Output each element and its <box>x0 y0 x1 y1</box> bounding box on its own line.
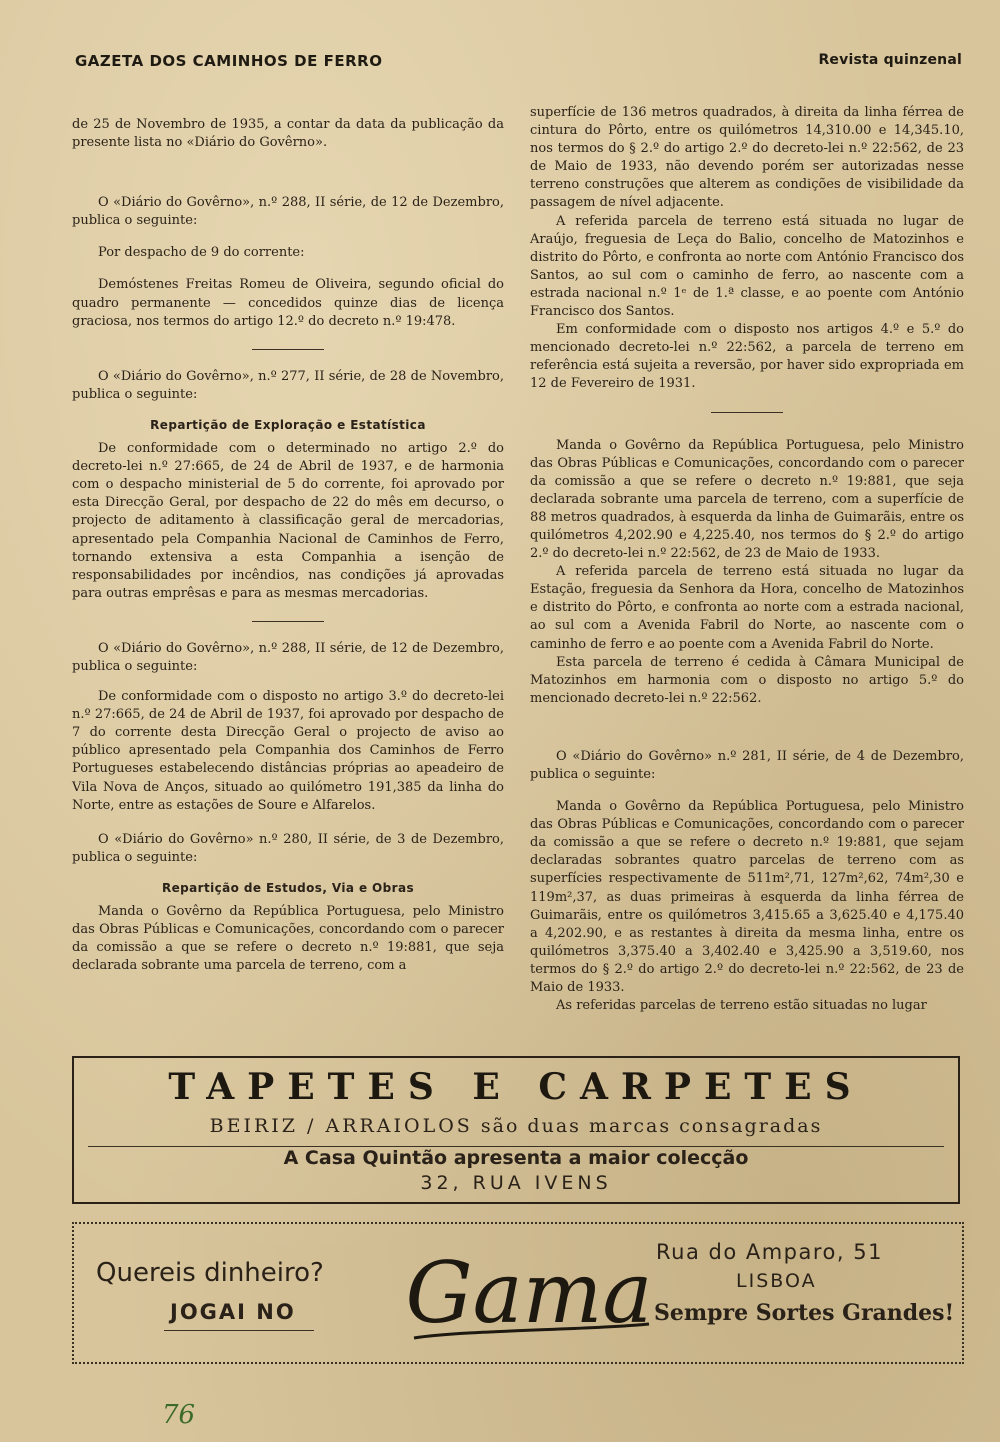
paragraph: Esta parcela de terreno é cedida à Câmara Municipal de Matozinhos em harmonia com o disposto no artigo 5.º do mencionado decreto-lei n.º 22:562. <box>530 654 964 706</box>
paragraph: O «Diário do Govêrno» n.º 280, II série, de 3 de Dezembro, publica o seguinte: <box>72 831 504 865</box>
paragraph: De conformidade com o disposto no artigo 3.º do decreto-lei n.º 27:665, de 24 de Abril de 1937, foi aprovado por despacho de 7 do corrente desta Direcção Geral o projecto de aviso ao público apresentado pela Companhia dos Caminhos de Ferro Portugueses estabelecendo distâncias próprias ao apeadeiro de Vila Nova de Anços, situado ao quilómetro 191,385 da linha do Norte, entre as estações de Soure e Alfarelos. <box>72 689 504 813</box>
ad-slogan: Sempre Sortes Grandes! <box>654 1300 955 1326</box>
running-header-title: GAZETA DOS CAMINHOS DE FERRO <box>75 52 383 70</box>
paragraph: A referida parcela de terreno está situada no lugar de Araújo, freguesia de Leça do Balio, concelho de Matozinhos e distrito do Pôrto, e confronta ao norte com António Francisco dos Santos, ao sul com o caminho de ferro, ao nascente com a estrada nacional n.º 1ᵉ de 1.ª classe, e ao poente com António Francisco dos Santos. <box>530 213 964 320</box>
ad-question: Quereis dinheiro? <box>96 1258 324 1288</box>
section-heading: Repartição de Exploração e Estatística <box>150 417 426 432</box>
ad-title: TAPETES E CARPETES <box>168 1066 864 1108</box>
right-column <box>530 104 964 1015</box>
gama-advertisement <box>72 1222 964 1364</box>
paragraph: Demóstenes Freitas Romeu de Oliveira, segundo oficial do quadro permanente — concedidos quinze dias de licença graciosa, nos termos do artigo 12.º do decreto n.º 19:478. <box>72 277 504 329</box>
ad-play: JOGAI NO <box>170 1300 296 1324</box>
ad-tagline: A Casa Quintão apresenta a maior colecção <box>283 1147 749 1169</box>
carpets-advertisement <box>72 1056 960 1204</box>
paragraph: Manda o Govêrno da República Portuguesa, pelo Ministro das Obras Públicas e Comunicações, concordando com o parecer da comissão a que se refere o decreto n.º 19:881, que sejam declaradas sobrantes quatro parcelas de terreno com as superfícies respectivamente de 511m²,71, 127m²,62, 74m²,30 e 119m²,37, as duas primeiras à esquerda da linha férrea de Guimarãis, entre os quilómetros 3,415.65 a 3,625.40 e 4,175.40 a 4,202.90, e as restantes à direita da mesma linha, entre os quilómetros 3,375.40 a 3,402.40 e 3,425.90 a 3,519.60, nos termos do § 2.º do artigo 2.º do decreto-lei n.º 22:562, de 23 de Maio de 1933. <box>530 799 964 996</box>
ad-brands: BEIRIZ / ARRAIOLOS <box>209 1115 473 1137</box>
ad-brands-tail: são duas marcas consagradas <box>480 1115 823 1137</box>
left-column <box>72 116 504 975</box>
section-heading: Repartição de Estudos, Via e Obras <box>161 880 415 895</box>
paragraph: Manda o Govêrno da República Portuguesa, pelo Ministro das Obras Públicas e Comunicações, concordando com o parecer da comissão a que se refere o decreto n.º 19:881, que seja declarada sobrante uma parcela de terreno, com a superfície de 88 metros quadrados, à esquerda da linha de Guimarãis, entre os quilómetros 4,202.90 e 4,225.40, nos termos do § 2.º do artigo 2.º do decreto-lei n.º 22:562, de 23 de Maio de 1933. <box>530 437 964 562</box>
paragraph: O «Diário do Govêrno», n.º 277, II série, de 28 de Novembro, publica o seguinte: <box>72 368 504 402</box>
ad-street-address: Rua do Amparo, 51 <box>656 1240 883 1264</box>
paragraph: De conformidade com o determinado no artigo 2.º do decreto-lei n.º 27:665, de 24 de Abril de 1937, e de harmonia com o despacho ministerial de 5 do corrente, foi aprovado por esta Direcção Geral, por despacho de 22 do mês em decurso, o projecto de aditamento à classificação geral de mercadorias, apresentado pela Companhia Nacional de Caminhos de Ferro, tornando extensiva a esta Companhia a isenção de responsabilidades por incêndios, nas condições já aprovadas para outras emprêsas e para as mesmas mercadorias. <box>72 441 504 601</box>
ad-city: LISBOA <box>736 1270 817 1292</box>
gama-logo <box>404 1238 654 1350</box>
paragraph: Por despacho de 9 do corrente: <box>98 245 305 261</box>
paragraph: O «Diário do Govêrno» n.º 281, II série, de 4 de Dezembro, publica o seguinte: <box>530 748 964 782</box>
ad-address: 32, RUA IVENS <box>420 1172 612 1194</box>
ad-brands-line <box>74 1115 958 1137</box>
paragraph: Em conformidade com o disposto nos artigos 4.º e 5.º do mencionado decreto-lei n.º 22:562, a parcela de terreno em referência está sujeita a reversão, por haver sido expropriada em 12 de Fevereiro de 1931. <box>530 322 964 392</box>
paragraph: A referida parcela de terreno está situada no lugar da Estação, freguesia da Senhora da Hora, concelho de Matozinhos e distrito do Pôrto, e confronta ao norte com a estrada nacional, ao sul com a Avenida Fabril do Norte, ao nascente com o caminho de ferro e ao poente com a Avenida Fabril do Norte. <box>530 564 964 652</box>
running-header-subtitle: Revista quinzenal <box>818 52 962 68</box>
paragraph: superfície de 136 metros quadrados, à direita da linha férrea de cintura do Pôrto, entre os quilómetros 14,310.00 e 14,345.10, nos termos do § 2.º do artigo 2.º do decreto-lei n.º 22:562, de 23 de Maio de 1933, não devendo porém ser autorizadas nesse terreno construções que alterem as condições de visibilidade da passagem de nível adjacente. <box>530 105 964 211</box>
paragraph: O «Diário do Govêrno», n.º 288, II série, de 12 de Dezembro, publica o seguinte: <box>72 640 504 674</box>
page-number: 76 <box>162 1400 196 1430</box>
paragraph: de 25 de Novembro de 1935, a contar da data da publicação da presente lista no «Diário do Govêrno». <box>72 117 504 151</box>
paragraph: As referidas parcelas de terreno estão situadas no lugar <box>556 998 927 1014</box>
ad-underline <box>164 1330 314 1331</box>
paragraph: Manda o Govêrno da República Portuguesa, pelo Ministro das Obras Públicas e Comunicações, concordando com o parecer da comissão a que se refere o decreto n.º 19:881, que seja declarada sobrante uma parcela de terreno, com a <box>72 904 504 974</box>
gama-logo-text: Gama <box>405 1244 653 1342</box>
paragraph: O «Diário do Govêrno», n.º 288, II série, de 12 de Dezembro, publica o seguinte: <box>72 195 504 229</box>
